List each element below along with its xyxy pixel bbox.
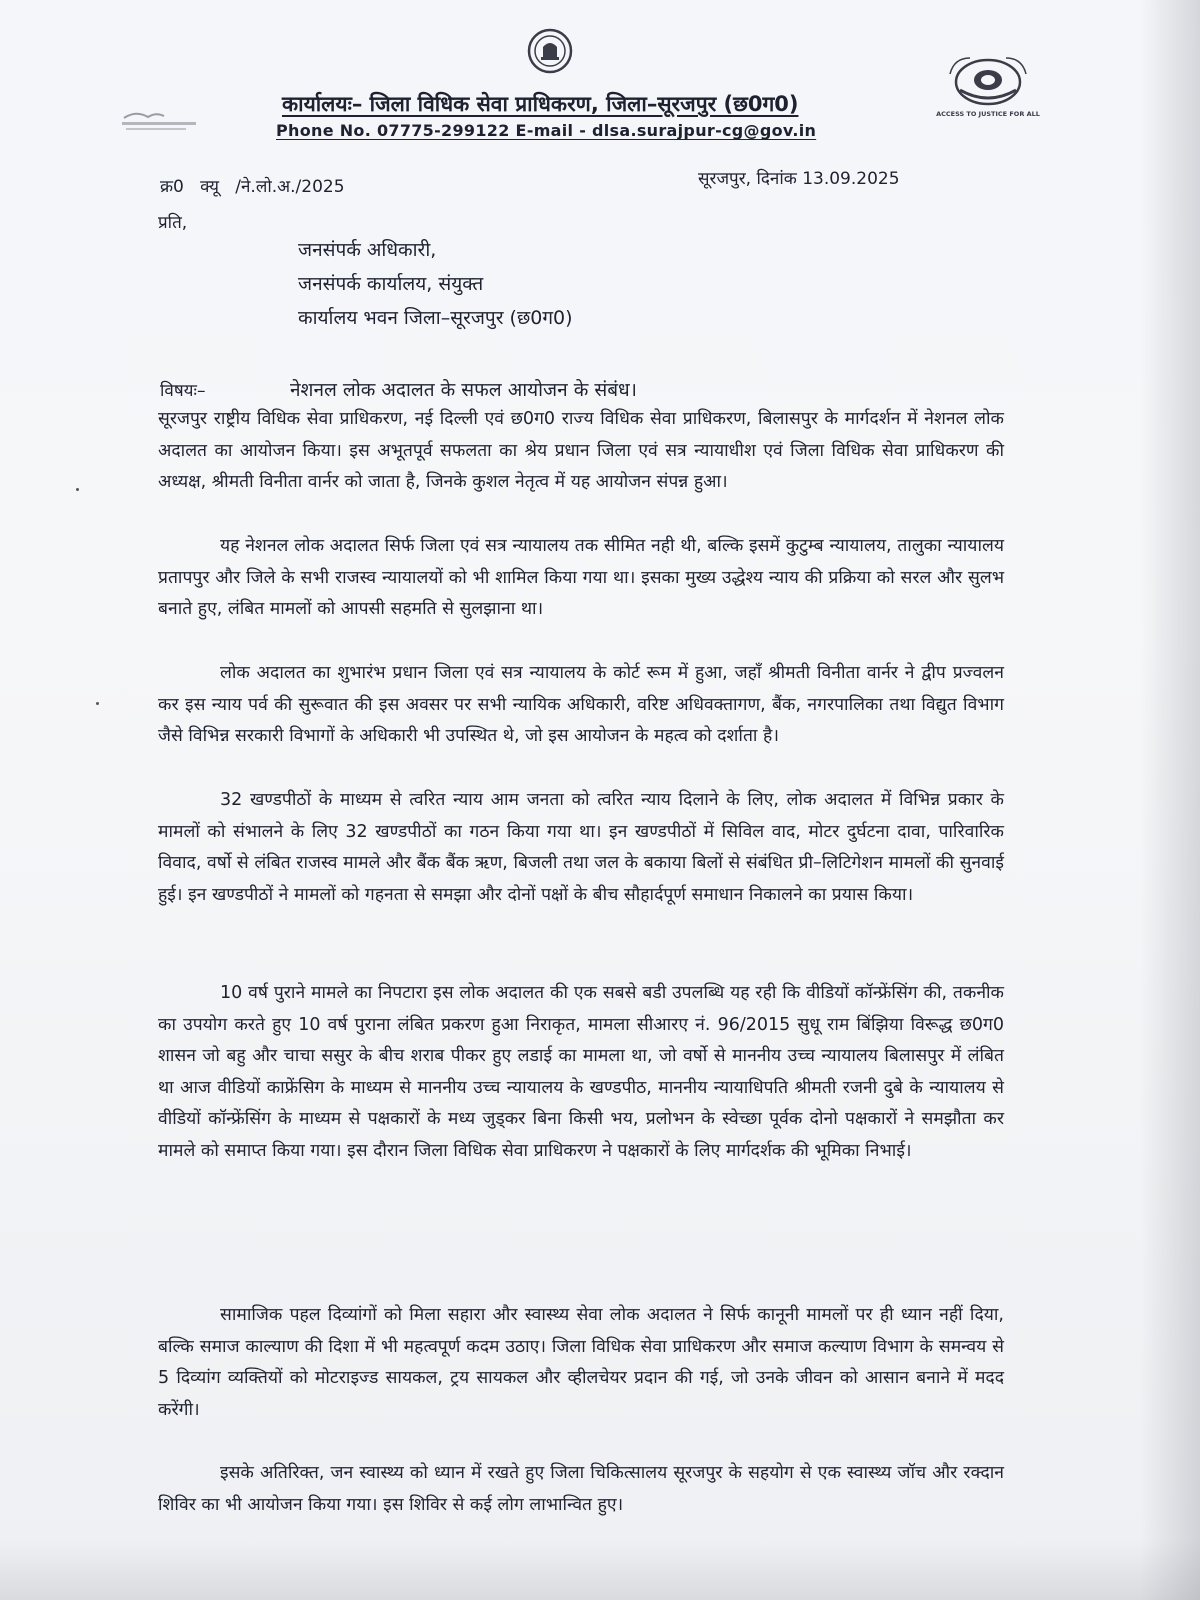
addressee-line: कार्यालय भवन जिला–सूरजपुर (छ0ग0) [298,307,573,329]
office-title: कार्यालयः– जिला विधिक सेवा प्राधिकरण, जिला–सूरजपुर (छ0ग0) [282,92,799,116]
body-paragraph: 32 खण्डपीठों के माध्यम से त्वरित न्याय आम जनता को त्वरित न्याय दिलाने के लिए, लोक अदालत में विभिन्न प्रकार के मामलों को संभालने के लिए 32 खण्डपीठों का गठन किया गया था। इन खण्डपीठों में सिविल वाद, मोटर दुर्घटना दावा, पारिवारिक विवाद, वर्षो से लंबित राजस्व मामले और बैंक बैंक ऋण, बिजली तथा जल के बकाया बिलों से संबंधित प्री–लिटिगेशन मामलों की सुनवाई हुई। इन खण्डपीठों ने मामलों को गहनता से समझा और दोनों पक्षों के बीच सौहार्दपूर्ण समाधान निकालने का प्रयास किया। [158,790,1004,905]
body-paragraph: सूरजपुर राष्ट्रीय विधिक सेवा प्राधिकरण, नई दिल्ली एवं छ0ग0 राज्य विधिक सेवा प्राधिकरण, बिलासपुर के मार्गदर्शन में नेशनल लोक अदालत का आयोजन किया। इस अभूतपूर्व सफलता का श्रेय प्रधान जिला एवं सत्र न्यायाधीश एवं जिला विधिक सेवा प्राधिकरण की अध्यक्ष, श्रीमती विनीता वार्नर को जाता है, जिनके कुशल नेतृत्व में यह आयोजन संपन्न हुआ। [158,409,1004,492]
paper-speck [96,702,99,705]
place-date: सूरजपुर, दिनांक 13.09.2025 [698,169,900,189]
body-paragraph: यह नेशनल लोक अदालत सिर्फ जिला एवं सत्र न्यायालय तक सीमित नही थी, बल्कि इसमें कुटुम्ब न्यायालय, तालुका न्यायालय प्रतापपुर और जिले के सभी राजस्व न्यायालयों को भी शामिल किया गया था। इसका मुख्य उद्धेश्य न्याय की प्रक्रिया को सरल और सुलभ बनाते हुए, लंबित मामलों को आपसी सहमति से सुलझाना था। [158,536,1004,619]
subject-label: विषयः– [160,381,206,401]
body-paragraph: सामाजिक पहल दिव्यांगों को मिला सहारा और स्वास्थ्य सेवा लोक अदालत ने सिर्फ कानूनी मामलों पर ही ध्यान नहीं दिया, बल्कि समाज काल्याण की दिशा में भी महत्वपूर्ण कदम उठाए। जिला विधिक सेवा प्राधिकरण और समाज कल्याण विभाग के समन्वय से 5 दिव्यांग व्यक्तियों को मोटराइज्ड सायकल, ट्रय सायकल और व्हीलचेयर प्रदान की गई, जो उनके जीवन को आसान बनाने में मदद करेंगी। [158,1305,1004,1420]
access-to-justice-logo [930,50,1050,122]
body-paragraph: 10 वर्ष पुराने मामले का निपटारा इस लोक अदालत की एक सबसे बडी उपलब्धि यह रही कि वीडियों कॉन्फ्रेंसिंग की, तकनीक का उपयोग करते हुए 10 वर्ष पुराना लंबित प्रकरण हुआ निराकृत, मामला सीआरए नं. 96/2015 सुधू राम बिंझिया विरूद्ध छ0ग0 शासन जो बहु और चाचा ससुर के बीच शराब पीकर हुए लडाई का मामला था, जो वर्षो से माननीय उच्च न्यायालय बिलासपुर में लंबित था आज वीडियों काफ्रेंसिग के माध्यम से माननीय उच्च न्यायालय के खण्डपीठ, माननीय न्यायाधिपति श्रीमती रजनी दुबे के न्यायालय से वीडियों कॉन्फ्रेंसिंग के माध्यम से पक्षकारों के मध्य जुड्कर बिना किसी भय, प्रलोभन के स्वेच्छा पूर्वक दोनो पक्षकारों ने समझौता कर मामले को समाप्त किया गया। इस दौरान जिला विधिक सेवा प्राधिकरण ने पक्षकारों के लिए मार्गदर्शक की भूमिका निभाई। [158,983,1004,1161]
body-paragraph: इसके अतिरिक्त, जन स्वास्थ्य को ध्यान में रखते हुए जिला चिकित्सालय सूरजपुर के सहयोग से एक स्वास्थ्य जॉच और रक्दान शिविर का भी आयोजन किया गया। इस शिविर से कई लोग लाभान्वित हुए। [158,1463,1004,1515]
to-label: प्रति, [158,213,188,233]
logo-caption: ACCESS TO JUSTICE FOR ALL [936,110,1040,118]
addressee-line: जनसंपर्क कार्यालय, संयुक्त [298,273,484,295]
paper-speck [76,488,79,491]
page-shadow-right [1140,0,1200,1600]
national-emblem-icon [527,28,573,74]
reference-number: क्र0 क्यू /ने.लो.अ./2025 [160,177,345,197]
body-paragraph: लोक अदालत का शुभारंभ प्रधान जिला एवं सत्र न्यायालय के कोर्ट रूम में हुआ, जहॉं श्रीमती विनीता वार्नर ने द्वीप प्रज्वलन कर इस न्याय पर्व की सुरूवात की इस अवसर पर सभी न्यायिक अधिकारी, वरिष्ट अधिवक्तागण, बैंक, नगरपालिका तथा विद्युत विभाग जैसे विभिन्न सरकारी विभागों के अधिकारी भी उपस्थित थे, जो इस आयोजन के महत्व को दर्शाता है। [158,663,1004,746]
subject-text: नेशनल लोक अदालत के सफल आयोजन के संबंध। [290,379,637,401]
addressee-line: जनसंपर्क अधिकारी, [298,239,437,261]
page-shadow-bottom [0,1540,1200,1600]
faded-stamp-logo [120,108,198,136]
contact-line: Phone No. 07775-299122 E-mail - dlsa.surajpur-cg@gov.in [276,121,817,140]
